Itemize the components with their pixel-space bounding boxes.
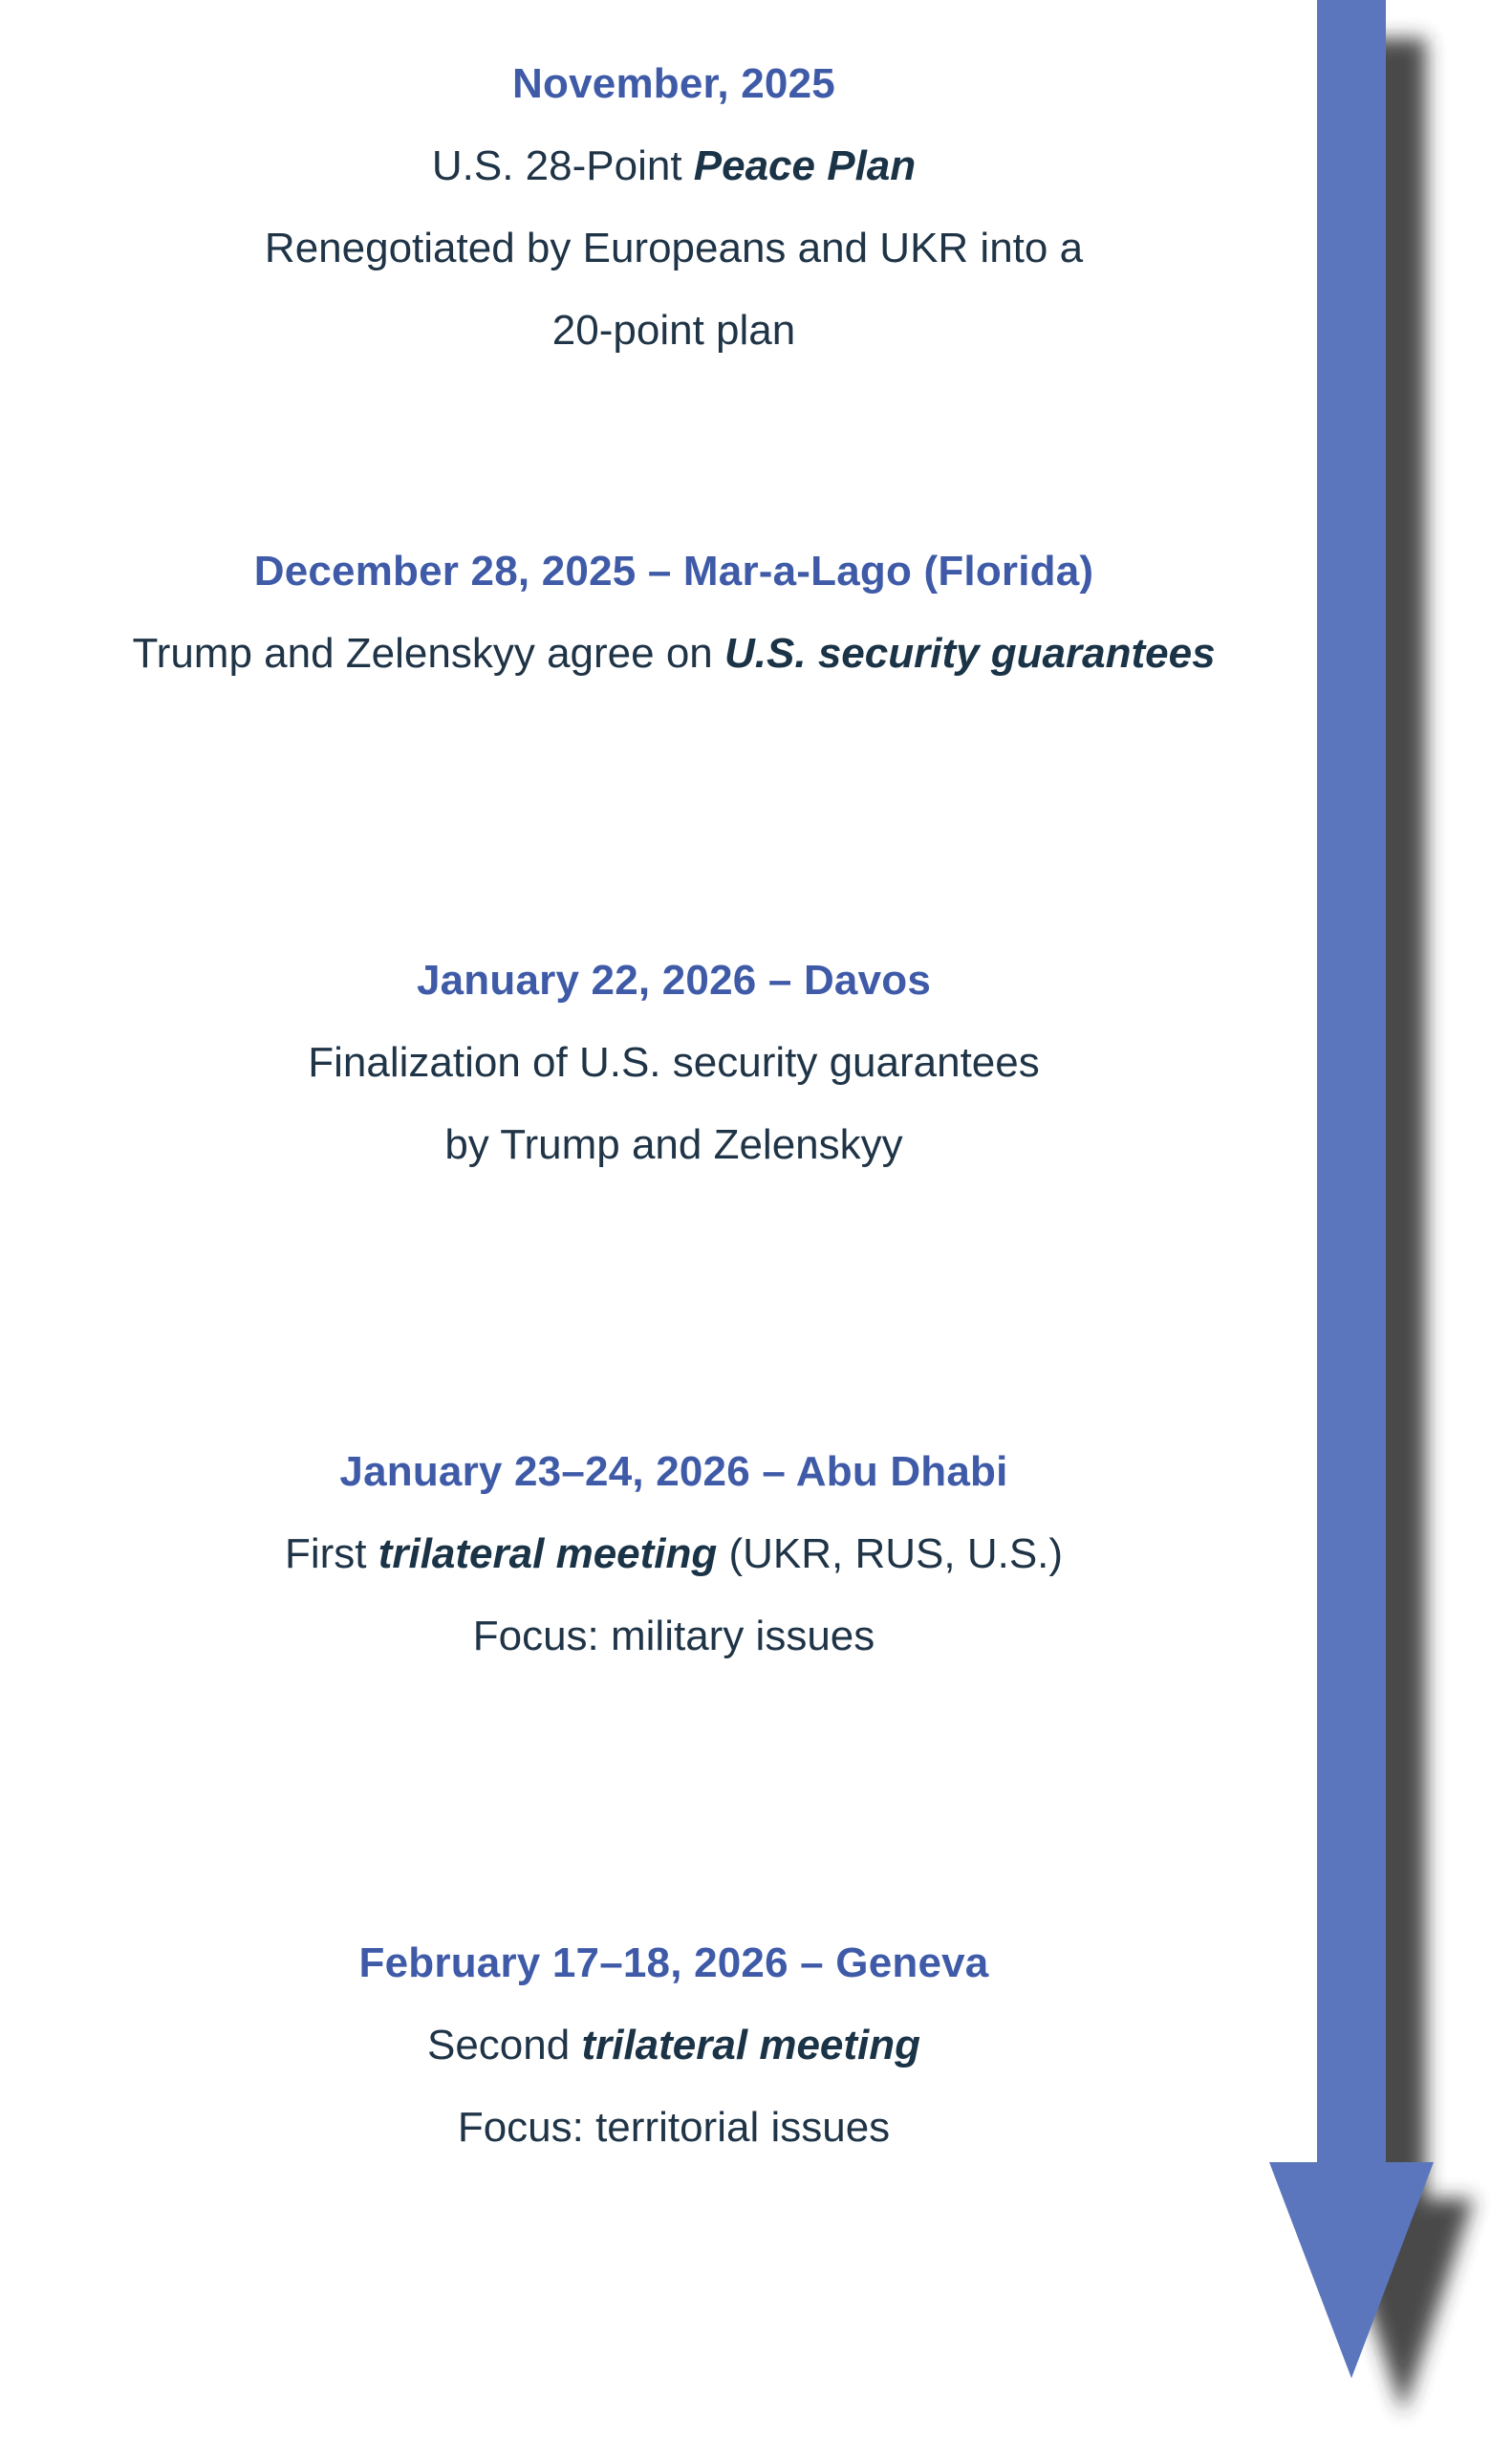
event-description: 20-point plan bbox=[551, 307, 796, 354]
event-text: Trump and Zelenskyy agree on bbox=[132, 630, 725, 677]
event-text: First bbox=[284, 1530, 378, 1577]
event-text: (UKR, RUS, U.S.) bbox=[717, 1530, 1064, 1577]
event-text: Second bbox=[426, 2022, 582, 2068]
event-date: February 17–18, 2026 – Geneva bbox=[358, 1939, 989, 1986]
event-date: December 28, 2025 – Mar-a-Lago (Florida) bbox=[253, 548, 1094, 595]
event-description: Renegotiated by Europeans and UKR into a bbox=[264, 225, 1084, 271]
event-description: Finalization of U.S. security guarantees bbox=[308, 1039, 1040, 1086]
event-text: U.S. 28-Point bbox=[431, 142, 694, 189]
event-description: Focus: territorial issues bbox=[457, 2104, 891, 2151]
event-date: January 23–24, 2026 – Abu Dhabi bbox=[339, 1448, 1008, 1495]
event-highlight: Peace Plan bbox=[693, 142, 917, 189]
event-highlight: trilateral meeting bbox=[581, 2022, 921, 2068]
event-description: Focus: military issues bbox=[472, 1613, 875, 1659]
event-highlight: U.S. security guarantees bbox=[724, 630, 1216, 677]
event-highlight: trilateral meeting bbox=[378, 1530, 718, 1577]
event-description: by Trump and Zelenskyy bbox=[444, 1121, 903, 1168]
event-date: January 22, 2026 – Davos bbox=[416, 957, 932, 1004]
event-date: November, 2025 bbox=[512, 60, 835, 107]
